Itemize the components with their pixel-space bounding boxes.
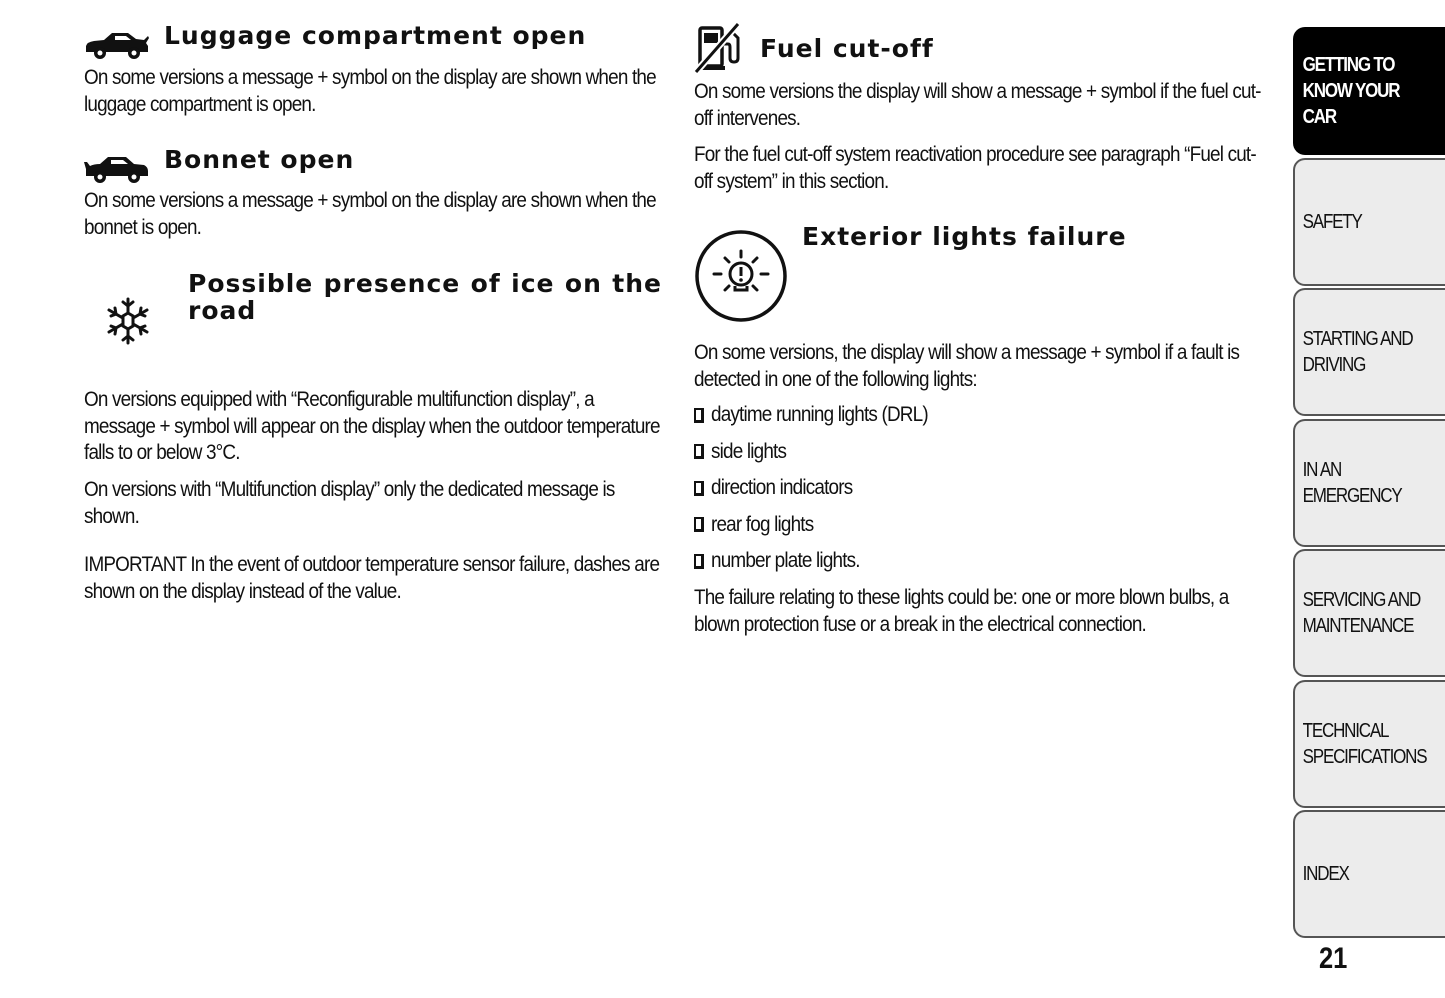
checkbox-bullet-icon [694, 444, 704, 459]
list-item: number plate lights. [694, 543, 952, 580]
list-item: direction indicators [694, 470, 952, 507]
tab-starting-and-driving[interactable]: STARTING AND DRIVING [1293, 288, 1445, 416]
checkbox-bullet-icon [694, 481, 704, 496]
lights-list [694, 397, 952, 580]
list-item: daytime running lights (DRL) [694, 397, 952, 434]
tab-safety[interactable]: SAFETY [1293, 158, 1445, 286]
list-item: side lights [694, 434, 952, 471]
fuel-cutoff-icon [694, 22, 748, 74]
checkbox-bullet-icon [694, 408, 704, 423]
checkbox-bullet-icon [694, 554, 704, 569]
ice-heading: Possible presence of ice on the road [188, 269, 662, 325]
page-number: 21 [1319, 942, 1348, 975]
car-boot-open-icon [84, 30, 150, 60]
lights-heading: Exterior lights failure [802, 222, 1127, 251]
tab-in-an-emergency[interactable]: IN AN EMERGENCY [1293, 419, 1445, 547]
bonnet-heading: Bonnet open [164, 145, 355, 174]
tab-servicing-and-maintenance[interactable]: SERVICING AND MAINTENANCE [1293, 549, 1445, 677]
ice-paragraph-2: On versions with “Multifunction display” only the dedicated message is shown. [84, 478, 615, 528]
snowflake-icon [106, 296, 150, 346]
checkbox-bullet-icon [694, 517, 704, 532]
luggage-text: On some versions a message + symbol on the display are shown when the luggage compartment is open. [84, 66, 656, 116]
ice-paragraph-1: On versions equipped with “Reconfigurable multifunction display”, a message + symbol will appear on the display when the outdoor temperature falls to or below 3°C. [84, 388, 660, 464]
tab-technical-specifications[interactable]: TECHNICAL SPECIFICATIONS [1293, 680, 1445, 808]
fuel-paragraph-1: On some versions the display will show a message + symbol if the fuel cut-off intervenes. [694, 80, 1261, 130]
fuel-paragraph-2: For the fuel cut-off system reactivation procedure see paragraph “Fuel cut-off system” in this section. [694, 143, 1256, 193]
lights-intro: On some versions, the display will show a message + symbol if a fault is detected in one of the following lights: [694, 341, 1240, 391]
exterior-light-failure-icon [694, 228, 790, 324]
fuel-heading: Fuel cut-off [760, 34, 934, 63]
tab-getting-to-know-your-car[interactable]: GETTING TO KNOW YOUR CAR [1293, 27, 1445, 155]
bonnet-text: On some versions a message + symbol on the display are shown when the bonnet is open. [84, 189, 656, 239]
list-item: rear fog lights [694, 507, 952, 544]
tab-index[interactable]: INDEX [1293, 810, 1445, 938]
car-bonnet-open-icon [84, 152, 150, 184]
luggage-heading: Luggage compartment open [164, 21, 587, 50]
lights-outro: The failure relating to these lights could be: one or more blown bulbs, a blown protection fuse or a break in the electrical connection. [694, 586, 1229, 636]
ice-paragraph-3: IMPORTANT In the event of outdoor temperature sensor failure, dashes are shown on the display instead of the value. [84, 553, 660, 603]
